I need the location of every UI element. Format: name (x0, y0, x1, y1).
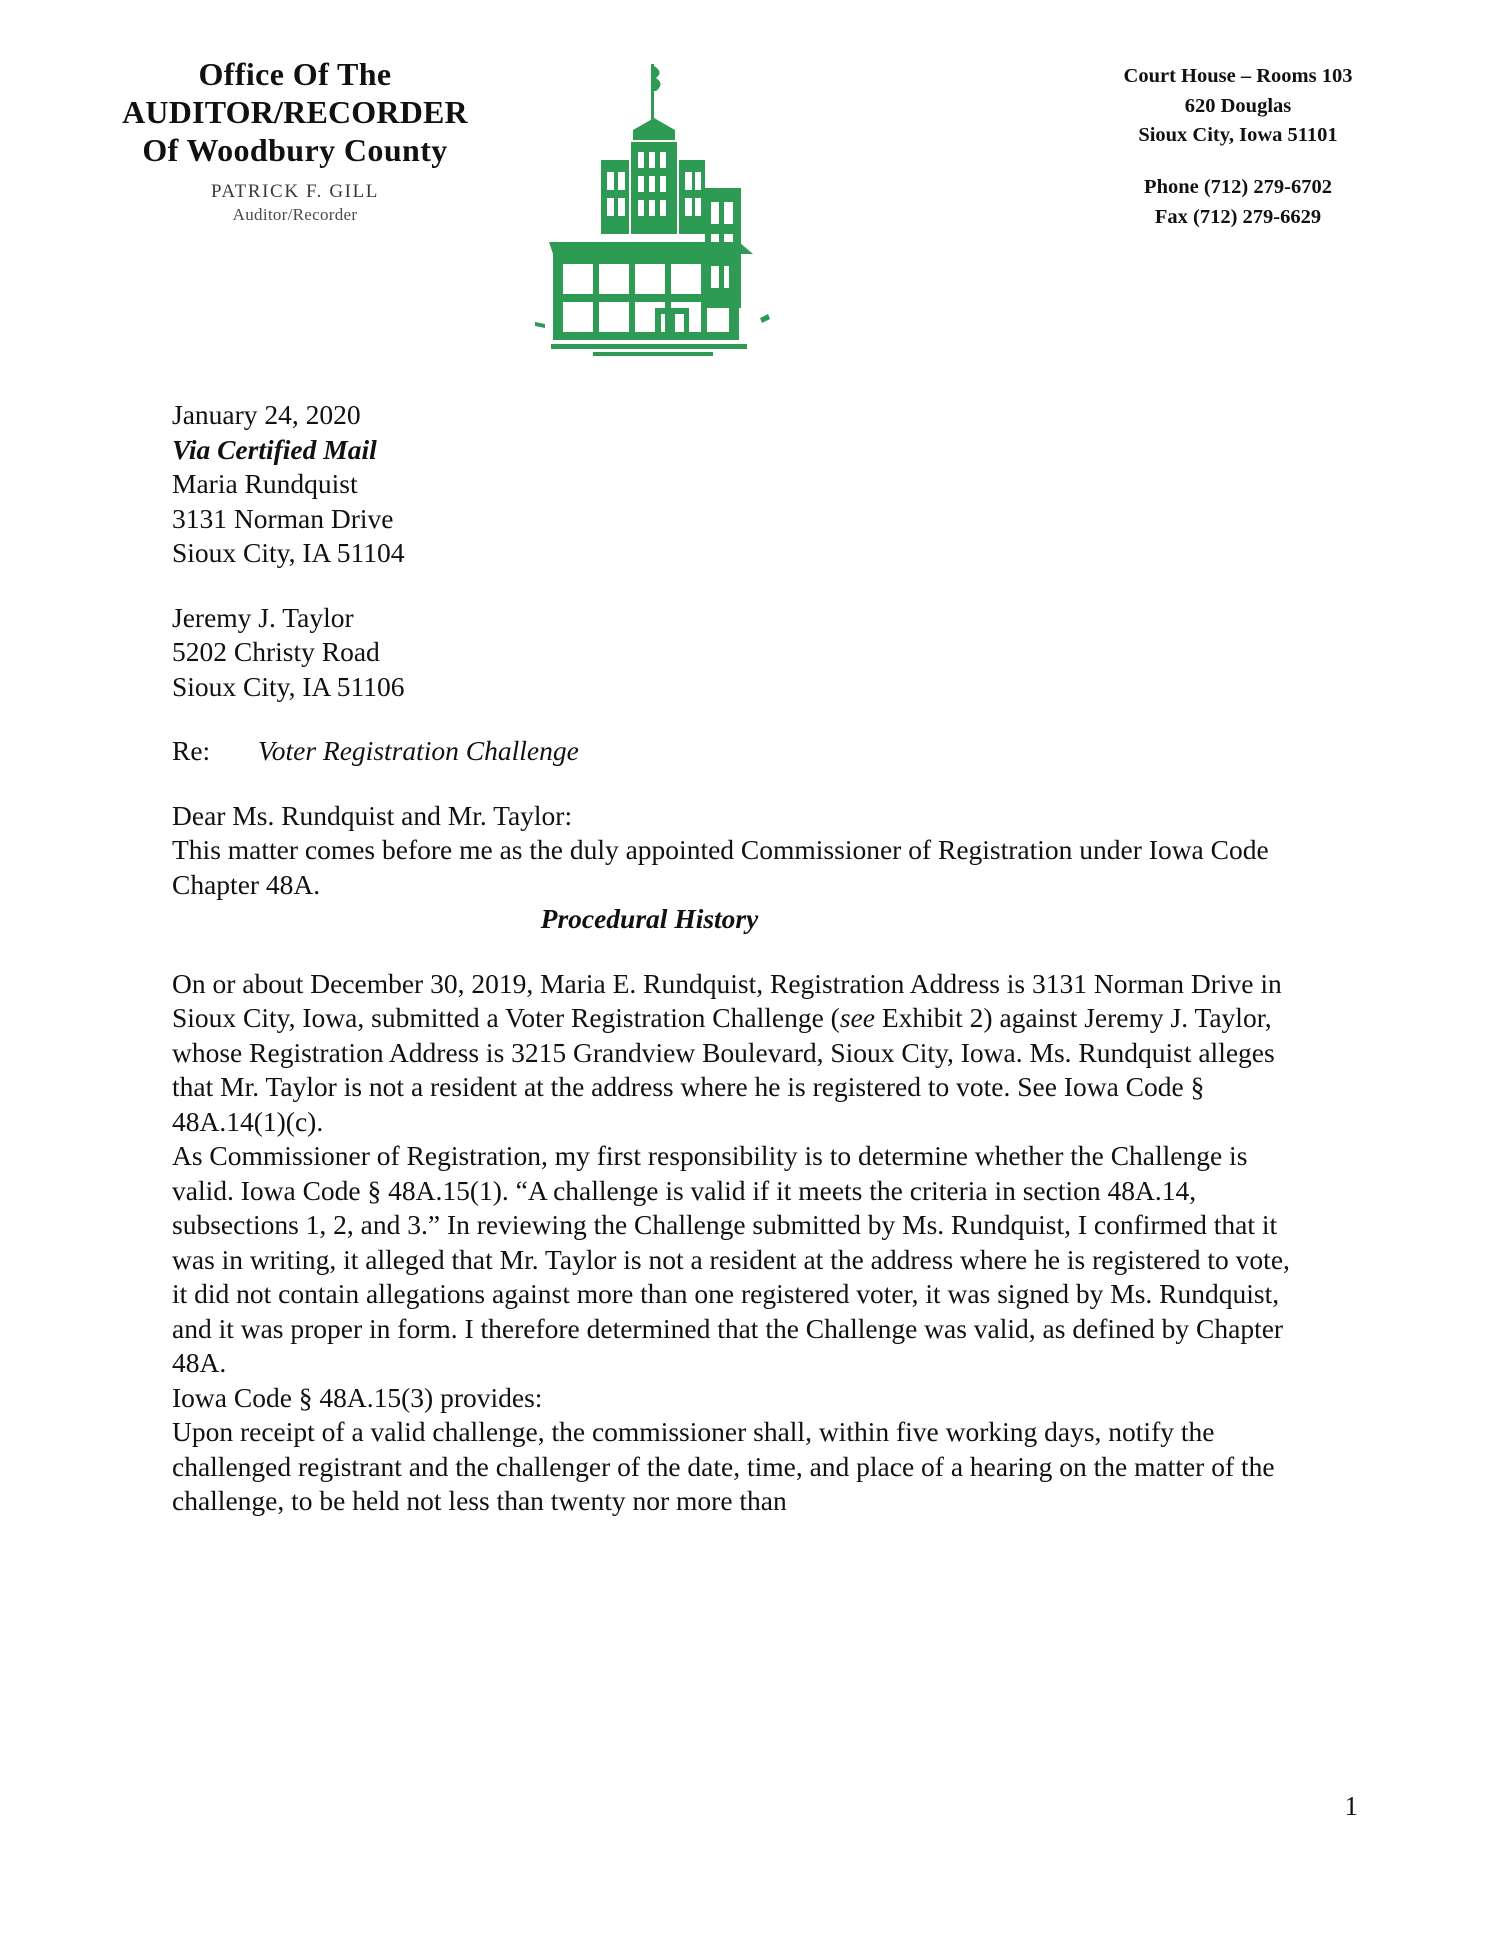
paragraph-1 (172, 967, 1307, 1140)
letter-date: January 24, 2020 (172, 399, 361, 430)
re-label: Re: (172, 735, 211, 766)
paragraph-3: Iowa Code § 48A.15(3) provides: (172, 1381, 543, 1413)
recipient-block-1 (172, 433, 1307, 571)
letterhead-contact-block (1048, 62, 1428, 233)
address-line-1: Court House – Rooms 103 (1123, 65, 1353, 87)
recipient1-city-state-zip: Sioux City, IA 51104 (172, 537, 405, 568)
fax-number: Fax (712) 279-6629 (1154, 205, 1322, 228)
official-title: Auditor/Recorder (232, 205, 358, 225)
address-line-3: Sioux City, Iowa 51101 (1138, 124, 1338, 147)
contact-spacer (1048, 151, 1428, 173)
letterhead (0, 52, 1500, 352)
phone-number: Phone (712) 279-6702 (1144, 176, 1332, 199)
office-line-2: AUDITOR/RECORDER (122, 93, 468, 130)
recipient2-name: Jeremy J. Taylor (172, 601, 354, 633)
recipient-block-2 (172, 601, 1307, 705)
intro-paragraph: This matter comes before me as the duly appointed Commissioner of Registration under Iowa Code Chapter 48A. (172, 834, 1269, 900)
section-heading-procedural-history: Procedural History (540, 903, 759, 934)
recipient1-name: Maria Rundquist (172, 468, 358, 499)
office-line-3: Of Woodbury County (142, 131, 448, 168)
page-number: 1 (1344, 1791, 1358, 1821)
paragraph-2: As Commissioner of Registration, my first responsibility is to determine whether the Challenge is valid. Iowa Code § 48A.15(1). “A challenge is valid if it meets the criteria in section 48A.14, subsections 1, 2, and 3.” In reviewing the Challenge submitted by Ms. Rundquist, I confirmed that it was in writing, it alleged that Mr. Taylor is not a resident at the address where he is registered to vote, it did not contain allegations against more than one registered voter, it was signed by Ms. Rundquist, and it was proper in form. I therefore determined that the Challenge was valid, as defined by Chapter 48A. (172, 1140, 1290, 1378)
re-subject: Voter Registration Challenge (258, 735, 579, 766)
recipient2-city-state-zip: Sioux City, IA 51106 (172, 670, 405, 702)
letter-body (172, 398, 1307, 1519)
re-line (172, 734, 1307, 769)
paragraph-1-part-b: Exhibit 2) against Jeremy J. Taylor, whose Registration Address is 3215 Grandview Boulevard, Sioux City, Iowa. Ms. Rundquist alleges that Mr. Taylor is not a resident at the address where he is registered to vote. See Iowa Code § 48A.14(1)(c). (172, 1002, 1275, 1137)
block-quote-48a-15-3: Upon receipt of a valid challenge, the commissioner shall, within five working days, notify the challenged registrant and the challenger of the date, time, and place of a hearing on the matter of the challenge, to be held not less than twenty nor more than (172, 1416, 1275, 1516)
office-line-1: Office Of The (198, 56, 392, 92)
paragraph-1-see-italic: see (839, 1002, 875, 1033)
courthouse-logo-icon (505, 56, 805, 356)
address-line-2: 620 Douglas (1184, 94, 1292, 117)
salutation: Dear Ms. Rundquist and Mr. Taylor: (172, 799, 573, 831)
official-name: PATRICK F. GILL (211, 181, 379, 203)
letterhead-office-block (60, 56, 530, 225)
recipient1-street: 3131 Norman Drive (172, 502, 394, 534)
delivery-method: Via Certified Mail (172, 433, 377, 465)
paragraph-1-part-a: On or about December 30, 2019, Maria E. Rundquist, Registration Address is 3131 Norman Drive in Sioux City, Iowa, submitted a Voter Registration Challenge ( (172, 967, 1282, 1033)
recipient2-street: 5202 Christy Road (172, 636, 380, 667)
